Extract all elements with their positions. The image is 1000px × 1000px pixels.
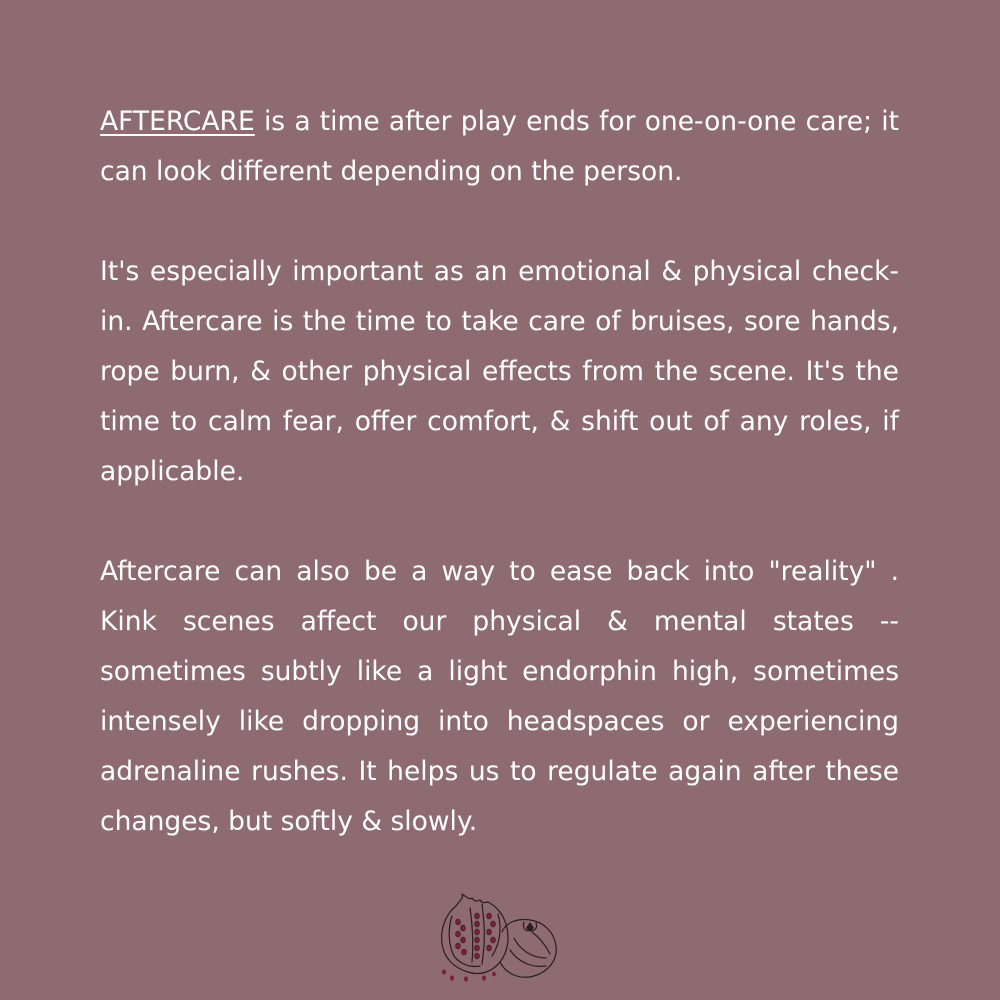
pomegranate-icon xyxy=(436,892,564,982)
paragraph-3: Aftercare can also be a way to ease back into "reality" . Kink scenes affect our physical & mental states -- sometimes subtly like a light endorphin high, sometimes intensely like dropping into headspaces or experiencing adrenaline rushes. It helps us to regulate again after these changes, but softly & slowly. xyxy=(100,556,899,837)
paragraph-1 xyxy=(100,97,899,197)
text-block xyxy=(100,97,899,847)
paragraph-1-text: is a time after play ends for one-on-one care; it can look different depending on the person. xyxy=(100,106,899,187)
paragraph-2: It's especially important as an emotional & physical check-in. Aftercare is the time to take care of bruises, sore hands, rope burn, & other physical effects from the scene. It's the time to calm fear, offer comfort, & shift out of any roles, if applicable. xyxy=(100,256,899,487)
aftercare-keyword: AFTERCARE xyxy=(100,106,255,137)
